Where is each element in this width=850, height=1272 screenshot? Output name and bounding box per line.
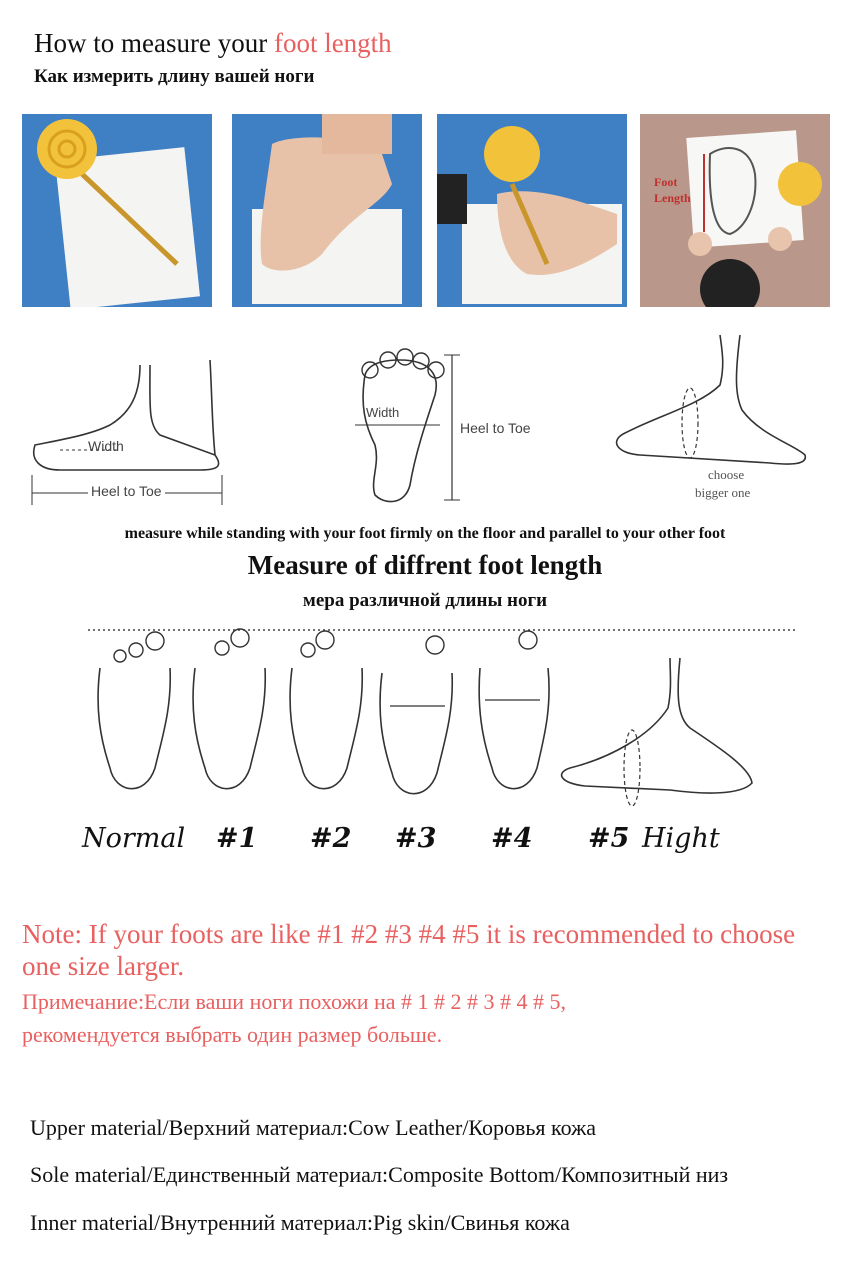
side-heel-to-toe-label: Heel to Toe [88, 483, 165, 499]
title-accent: foot length [273, 28, 392, 58]
note-english: Note: If your foots are like #1 #2 #3 #4 #5 it is recommended to choose one size larger. [22, 919, 796, 981]
material-inner: Inner material/Внутренний материал:Pig skin/Свинья кожа [30, 1210, 570, 1235]
note-russian-line-2: рекомендуется выбрать один размер больше. [22, 1022, 443, 1047]
photo-foot-on-paper [232, 114, 422, 307]
label-normal: Normal [82, 823, 186, 854]
photo-paper-pen [22, 114, 212, 307]
measurement-diagrams [0, 315, 850, 520]
material-upper: Upper material/Верхний материал:Cow Leather/Коровья кожа [30, 1115, 597, 1140]
foot-length-label: Foot Length [654, 175, 691, 205]
section-subtitle: мера различной длины ноги [302, 590, 548, 611]
standing-instruction: measure while standing with your foot firmly on the floor and parallel to your other foot [124, 525, 726, 542]
sole-heel-to-toe-label: Heel to Toe [460, 420, 531, 436]
label-type-3: #3 [395, 823, 437, 854]
photo-outline-measured [640, 114, 830, 307]
foot-type-drawings [0, 618, 850, 818]
title-prefix: How to measure your [34, 28, 274, 58]
label-type-5: #5 [588, 823, 630, 854]
note-russian-line-1: Примечание:Если ваши ноги похожи на # 1 # 2 # 3 # 4 # 5, [22, 989, 567, 1014]
sole-width-label: Width [366, 405, 400, 420]
bigger-one-label: bigger one [695, 485, 751, 500]
page-title [34, 28, 392, 59]
side-width-label: Width [88, 438, 124, 454]
section-title: Measure of diffrent foot length [247, 550, 603, 580]
material-sole: Sole material/Единственный материал:Composite Bottom/Композитный низ [30, 1162, 729, 1187]
label-type-2: #2 [310, 823, 352, 854]
note-russian [22, 985, 822, 1051]
choose-label: choose [708, 467, 745, 482]
page-subtitle: Как измерить длину вашей ноги [34, 66, 315, 87]
label-type-1: #1 [216, 823, 258, 854]
label-hight: Hight [642, 823, 720, 854]
photo-tracing-foot [437, 114, 627, 307]
label-type-4: #4 [491, 823, 533, 854]
foot-types [0, 618, 850, 868]
